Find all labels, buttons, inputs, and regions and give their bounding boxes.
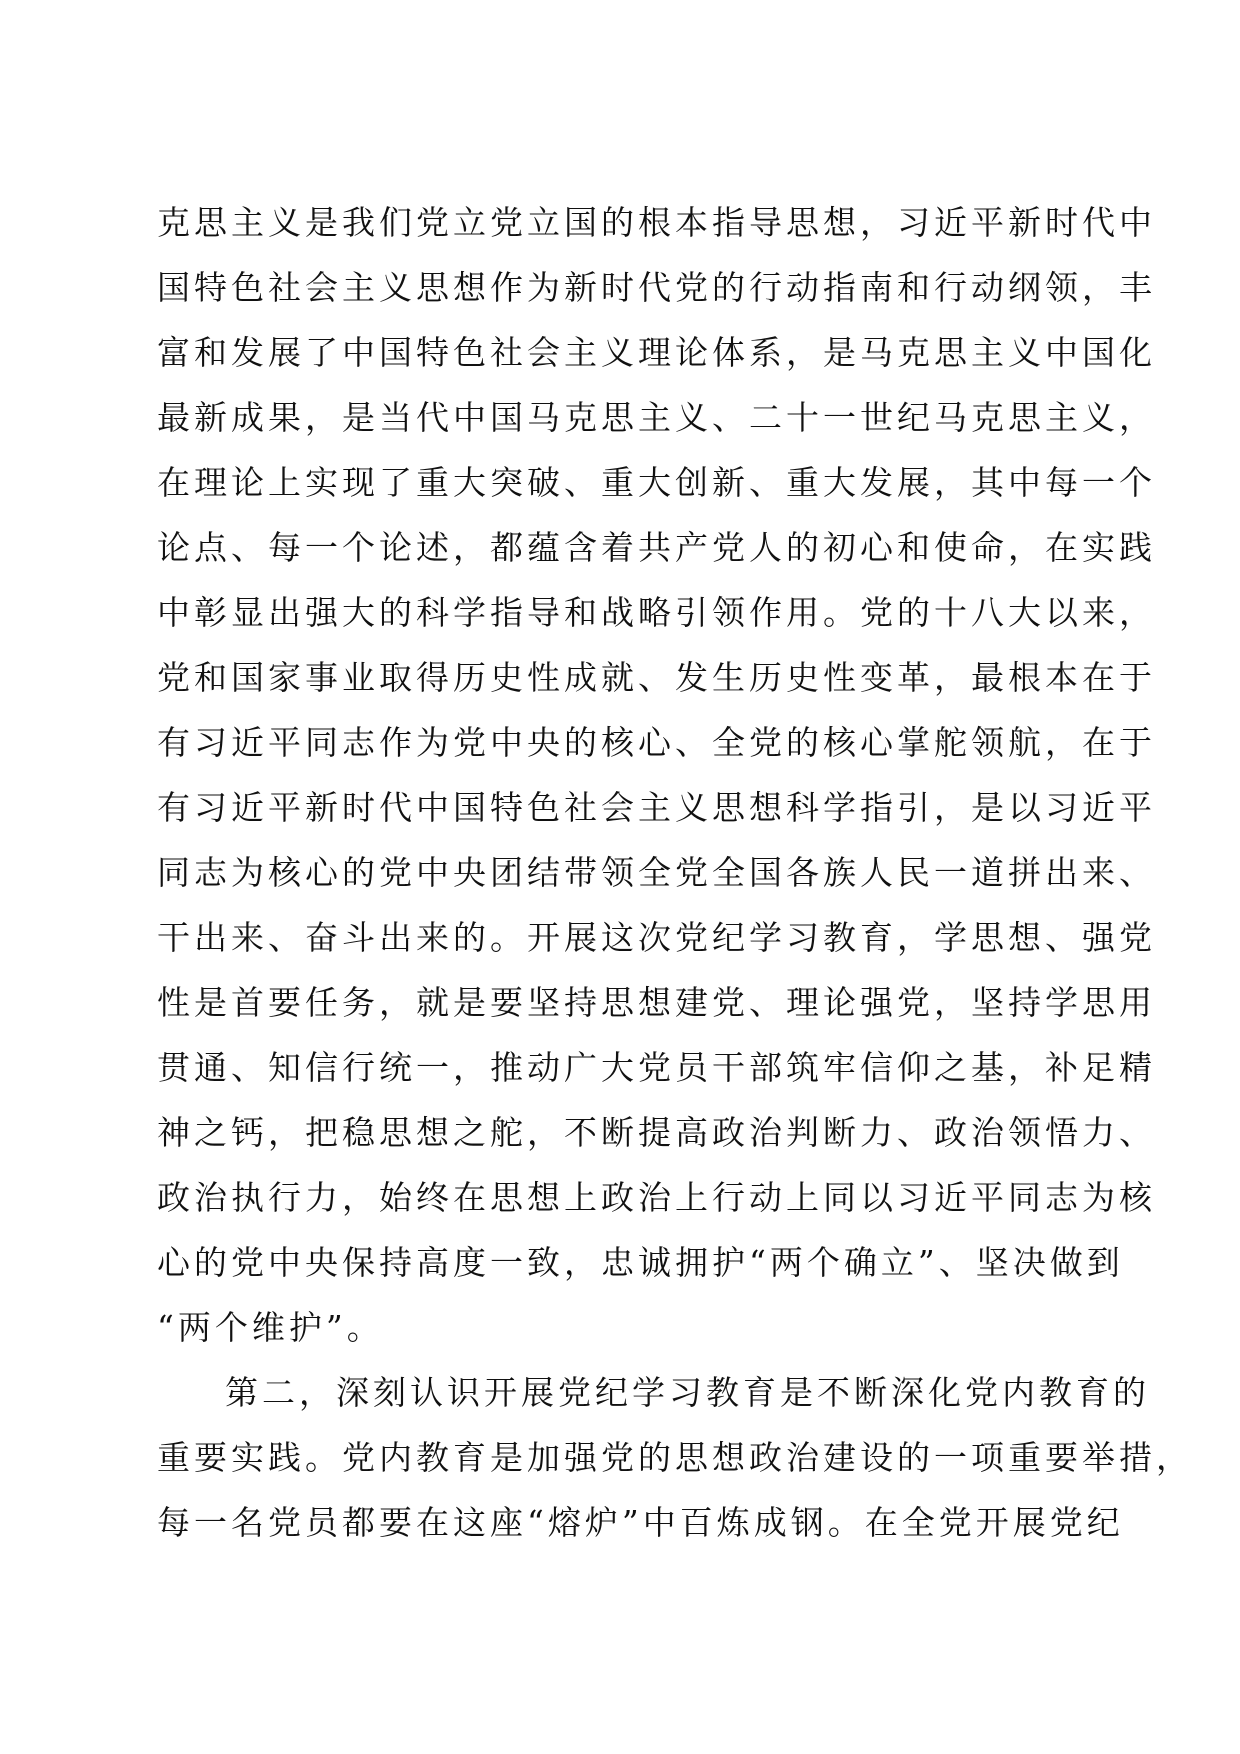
text-line: 每一名党员都要在这座“熔炉”中百炼成钢。在全党开展党纪 xyxy=(157,1503,1124,1542)
text-line: 同志为核心的党中央团结带领全党全国各族人民一道拼出来、 xyxy=(157,853,1156,892)
text-line: 贯通、知信行统一，推动广大党员干部筑牢信仰之基，补足精 xyxy=(157,1048,1156,1087)
text-line: 国特色社会主义思想作为新时代党的行动指南和行动纲领，丰 xyxy=(157,268,1156,307)
text-line: 最新成果，是当代中国马克思主义、二十一世纪马克思主义， xyxy=(157,398,1156,437)
text-line: 性是首要任务，就是要坚持思想建党、理论强党，坚持学思用 xyxy=(157,983,1156,1022)
text-line: 在理论上实现了重大突破、重大创新、重大发展，其中每一个 xyxy=(157,463,1156,502)
text-line: 政治执行力，始终在思想上政治上行动上同以习近平同志为核 xyxy=(157,1178,1156,1217)
text-line: 有习近平新时代中国特色社会主义思想科学指引，是以习近平 xyxy=(157,788,1156,827)
text-line: 有习近平同志作为党中央的核心、全党的核心掌舵领航，在于 xyxy=(157,723,1156,762)
body-text xyxy=(157,190,1193,1555)
text-line: 克思主义是我们党立党立国的根本指导思想，习近平新时代中 xyxy=(157,203,1156,242)
text-line: 干出来、奋斗出来的。开展这次党纪学习教育，学思想、强党 xyxy=(157,918,1156,957)
paragraph-1 xyxy=(157,190,1156,1360)
text-line: 中彰显出强大的科学指导和战略引领作用。党的十八大以来， xyxy=(157,593,1156,632)
text-line: 第二，深刻认识开展党纪学习教育是不断深化党内教育的 xyxy=(225,1373,1150,1412)
text-line: 重要实践。党内教育是加强党的思想政治建设的一项重要举措， xyxy=(157,1438,1193,1477)
text-line: 论点、每一个论述，都蕴含着共产党人的初心和使命，在实践 xyxy=(157,528,1156,567)
text-line: “两个维护”。 xyxy=(157,1308,384,1347)
text-line: 神之钙，把稳思想之舵，不断提高政治判断力、政治领悟力、 xyxy=(157,1113,1156,1152)
text-line: 党和国家事业取得历史性成就、发生历史性变革，最根本在于 xyxy=(157,658,1156,697)
text-line: 富和发展了中国特色社会主义理论体系，是马克思主义中国化 xyxy=(157,333,1156,372)
text-line: 心的党中央保持高度一致，忠诚拥护“两个确立”、坚决做到 xyxy=(157,1243,1124,1282)
paragraph-2 xyxy=(157,1360,1193,1555)
